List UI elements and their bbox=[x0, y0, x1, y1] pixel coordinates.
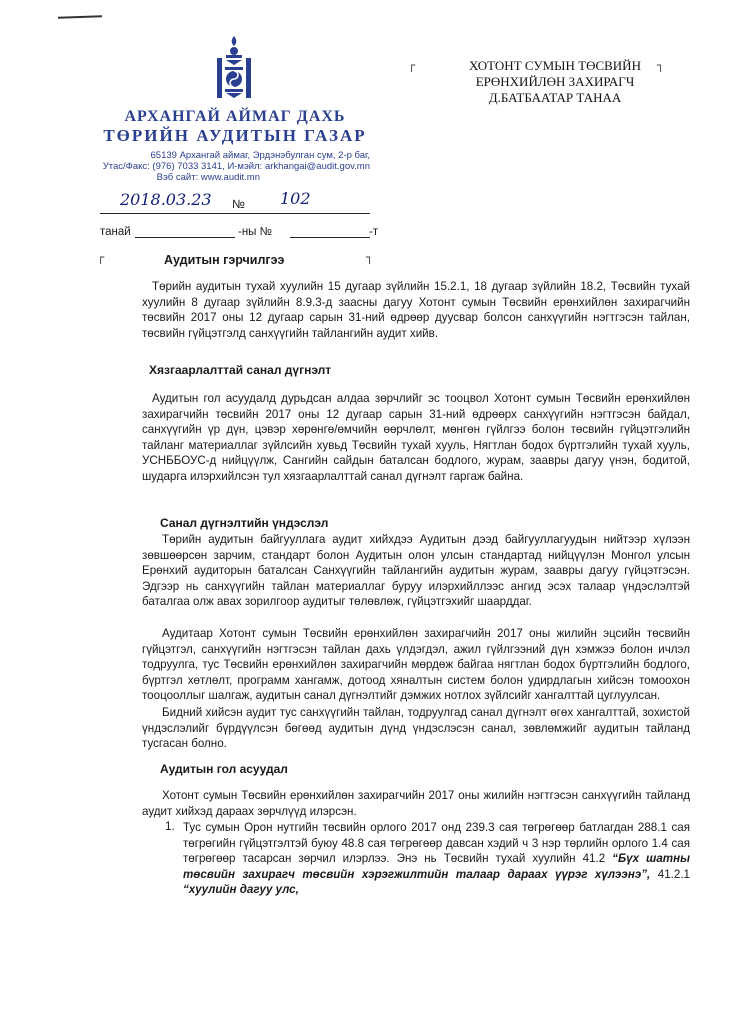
basis-paragraph-1: Төрийн аудитын байгууллага аудит хийхдээ Аудитын дээд байгууллагуудын нийтээр хүлээн зөвшөөрсөн зарчим, стандарт болон Аудитын олон улсын стандартад нийцүүлэн Монгол улсын Ерөнхий аудиторын баталсан Санхүүгийн тайлангийн аудитын журам, заавры дагуу гүйцэтгэсэн. Эдгээр нь санхүүгийн тайлан материаллаг буруу илэрхийллээс ангид эсэх талаар үндэслэлтэй баталгаа олж авах зорилгоор аудитыг төлөвлөж, гүйцэтгэхийг шаарддаг. bbox=[142, 533, 690, 609]
document-date: 2018.03.23 bbox=[120, 190, 212, 209]
key-matters-heading: Аудитын гол асуудал bbox=[160, 762, 288, 776]
title-corner-right: ┐ bbox=[366, 250, 374, 264]
key-matters-intro: Хотонт сумын Төсвийн ерөнхийлөн захирагчийн 2017 оны жилийн нэгтгэсэн санхүүгийн тайланд аудит хийхэд дараах зөрчлүүд илэрсэн. bbox=[142, 789, 690, 818]
intro-paragraph: Төрийн аудитын тухай хуулийн 15 дугаар зүйлийн 15.2.1, 18 дугаар зүйлийн 18.2, Төсвийн тухай хуулийн 8 дугаар зүйлийн 8.9.3-д заасны дагуу Хотонт сумын Төсвийн ерөнхийлөн захирагчийн төсвийн 2017 оны 12 дугаар сарын 31-ний өдрөөр дуусвар болсон санхүүгийн нэгтгэсэн тайлан, төсвийн гүйцэтгэлд санхүүгийн тайлангийн аудит хийв. bbox=[142, 280, 690, 340]
document-title: Аудитын гэрчилгээ bbox=[164, 253, 285, 267]
basis-paragraph-2: Аудитаар Хотонт сумын Төсвийн ерөнхийлөн захирагчийн 2017 оны жилийн эцсийн төсвийн гүйцэтгэл, санхүүгийн нэгтгэсэн тайлан дахь үлдэгдэл, ажил гүйлгээний дүн хэмжээ болон ичлэл тодруулга, тус Төсвийн ерөнхийлөн захирагчийн мөрдөж байгаа нягтлан бодох бүртгэлийн бодлого, бүртгэл хөтлөлт, программ хангамж, дотоод хяналтын систем болон удирдлагын хийсэн томоохон тооцооллыг шалгаж, аудитын санал дүгнэлтийг дэмжих нотлох зүйлсийг хангалттай цуглуулсан. bbox=[142, 627, 690, 703]
corner-mark-right: ┐ bbox=[657, 58, 665, 72]
basis-heading: Санал дүгнэлтийн үндэслэл bbox=[160, 516, 329, 530]
tanai-blank-1 bbox=[135, 237, 235, 238]
item1-text: Тус сумын Орон нутгийн төсвийн орлого 2017 онд 239.3 сая төгрөгөөр батлагдан 288.1 сая төгрөгийн гүйцэтгэлтэй буюу 48.8 сая төгрөгөөр давсан хэдий ч 3 нэр төрлийн орлого 1.4 сая төгрөгөөр тасарсан зөрчил илэрлээ. Энэ нь Төсвийн тухай хуулийн 41.2 bbox=[183, 821, 690, 866]
list-number-1: 1. bbox=[165, 820, 175, 833]
scan-mark bbox=[58, 15, 102, 19]
contact-website: Вэб сайт: www.audit.mn bbox=[156, 172, 260, 183]
recipient-line2: ЕРӨНХИЙЛӨН ЗАХИРАГЧ bbox=[475, 74, 635, 89]
corner-mark-left: ┌ bbox=[408, 58, 416, 72]
recipient-line1: ХОТОНТ СУМЫН ТӨСВИЙН bbox=[469, 58, 641, 73]
item1-article: 41.2.1 bbox=[657, 867, 690, 881]
qualified-opinion-text: Аудитын гол асуудалд дурьдсан алдаа зөрчлийг эс тооцвол Хотонт сумын Төсвийн ерөнхийлөн захирагчийн төсвийн 2017 оны 12 дугаар сарын 31-ний өдрөөрх санхүүгийн нэгтгэсэн байдал, санхүүгийн үр дүн, цэвэр хөрөнгө/өмчийн өөрчлөлт, мөнгөн гүйлгээ болон төсвийн гүйцэтгэлийн тайланг материаллаг зүйлсийн хувьд Төсвийн тухай хууль, Нягтлан бодох бүртгэлийн тухай хууль, УСНББОУС-д нийцүүлж, Сангийн сайдын баталсан бодлого, журам, заавры дагуу үнэн, бодитой, шударга илэрхийлсэн тул хязгаарлалттай санал дүгнэлт гаргаж байна. bbox=[142, 392, 690, 483]
item1-quote-2: “хуулийн дагуу улс, bbox=[183, 883, 299, 897]
number-label: № bbox=[232, 197, 245, 211]
tanai-blank-2 bbox=[290, 237, 370, 238]
recipient-line3: Д.БАТБААТАР ТАНАА bbox=[488, 90, 622, 105]
org-name-line1: АРХАНГАЙ АЙМАГ ДАХЬ bbox=[124, 108, 346, 125]
basis-paragraph-3: Бидний хийсэн аудит тус санхүүгийн тайлан, тодруулгад санал дүгнэлт өгөх хангалттай, зохистой үндэслэлийг бүрдүүлсэн бөгөөд аудитын дүнд үндэслэсэн санал, зөвлөмжийг аудитын тайланд тусгасан болно. bbox=[142, 706, 690, 751]
contact-phone-email: Утас/Факс: (976) 7033 3141, И-мэйл: arkhangai@audit.gov.mn bbox=[102, 161, 370, 172]
document-number: 102 bbox=[280, 189, 311, 208]
soyombo-emblem-icon bbox=[212, 34, 256, 102]
contact-address: 65139 Архангай аймаг, Эрдэнэбулган сум, 2-р баг, bbox=[150, 150, 370, 161]
t-label: -т bbox=[369, 226, 379, 238]
qualified-opinion-heading: Хязгаарлалттай санал дүгнэлт bbox=[149, 363, 332, 377]
item1-quote-1: “Бүх шатны төсвийн захирагч төсвийн хэрэгжилтийн талаар дараах үүрэг хүлээнэ”, bbox=[183, 852, 690, 881]
org-name-line2: ТӨРИЙН АУДИТЫН ГАЗАР bbox=[103, 126, 367, 145]
nyi-label: -ны № bbox=[238, 226, 272, 238]
key-matter-item-1 bbox=[183, 820, 690, 898]
title-corner-left: ┌ bbox=[97, 250, 105, 264]
tanai-label: танай bbox=[100, 226, 131, 238]
